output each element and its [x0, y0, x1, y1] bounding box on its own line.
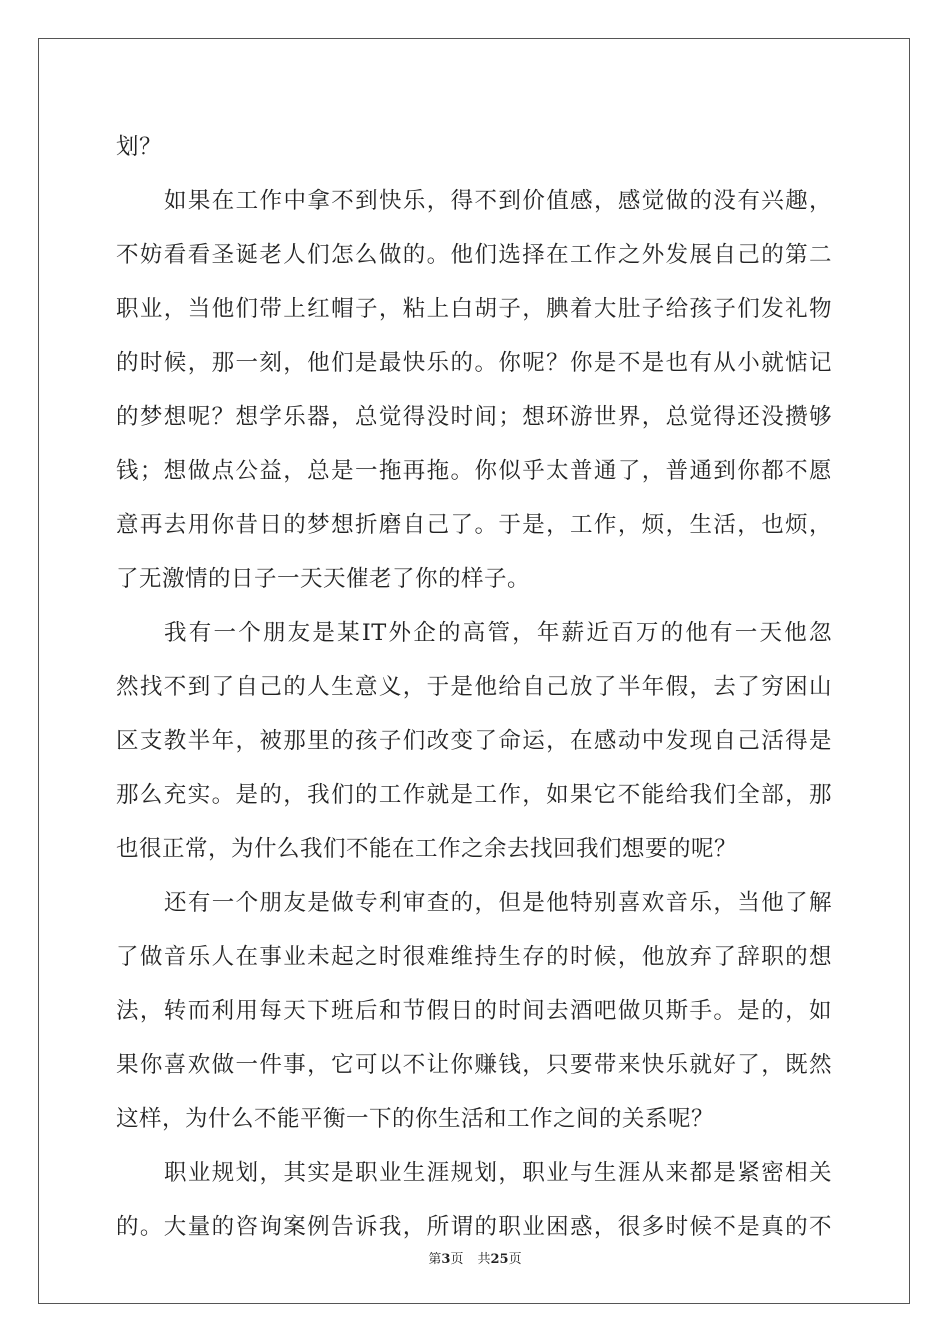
text-line: 那么充实。是的，我们的工作就是工作，如果它不能给我们全部，那	[116, 782, 832, 808]
total-suffix: 页	[508, 1252, 522, 1267]
text-line: 果你喜欢做一件事，它可以不让你赚钱，只要带来快乐就好了，既然	[116, 1052, 832, 1078]
page-footer	[0, 1248, 950, 1267]
text-line: 了无激情的日子一天天催老了你的样子。	[116, 566, 531, 592]
text-line: 的时候，那一刻，他们是最快乐的。你呢？你是不是也有从小就惦记	[116, 350, 832, 376]
text-line: 划？	[116, 134, 163, 160]
paragraph-start-line: 我有一个朋友是某IT外企的高管，年薪近百万的他有一天他忽	[164, 620, 832, 646]
text-line: 不妨看看圣诞老人们怎么做的。他们选择在工作之外发展自己的第二	[116, 242, 832, 268]
document-body	[116, 120, 832, 1254]
paragraph-start-line: 职业规划，其实是职业生涯规划，职业与生涯从来都是紧密相关	[164, 1160, 832, 1186]
page-prefix: 第	[428, 1252, 442, 1267]
total-prefix: 共	[477, 1252, 491, 1267]
page-number: 3	[441, 1252, 451, 1267]
paragraph-start-line: 如果在工作中拿不到快乐，得不到价值感，感觉做的没有兴趣，	[164, 188, 832, 214]
total-pages: 25	[490, 1252, 509, 1267]
text-line: 了做音乐人在事业未起之时很难维持生存的时候，他放弃了辞职的想	[116, 944, 832, 970]
text-line: 区支教半年，被那里的孩子们改变了命运，在感动中发现自己活得是	[116, 728, 832, 754]
text-line: 这样，为什么不能平衡一下的你生活和工作之间的关系呢？	[116, 1106, 715, 1132]
text-line: 的。大量的咨询案例告诉我，所谓的职业困惑，很多时候不是真的不	[116, 1214, 832, 1240]
text-line: 也很正常，为什么我们不能在工作之余去找回我们想要的呢？	[116, 836, 738, 862]
text-line: 法，转而利用每天下班后和节假日的时间去酒吧做贝斯手。是的，如	[116, 998, 832, 1024]
paragraph-start-line: 还有一个朋友是做专利审查的，但是他特别喜欢音乐，当他了解	[164, 890, 832, 916]
page-suffix: 页	[450, 1252, 464, 1267]
text-line: 职业，当他们带上红帽子，粘上白胡子，腆着大肚子给孩子们发礼物	[116, 296, 832, 322]
text-line: 意再去用你昔日的梦想折磨自己了。于是，工作，烦，生活，也烦，	[116, 512, 832, 538]
text-line: 钱；想做点公益，总是一拖再拖。你似乎太普通了，普通到你都不愿	[116, 458, 832, 484]
text-line: 的梦想呢？想学乐器，总觉得没时间；想环游世界，总觉得还没攒够	[116, 404, 832, 430]
text-line: 然找不到了自己的人生意义，于是他给自己放了半年假，去了穷困山	[116, 674, 832, 700]
